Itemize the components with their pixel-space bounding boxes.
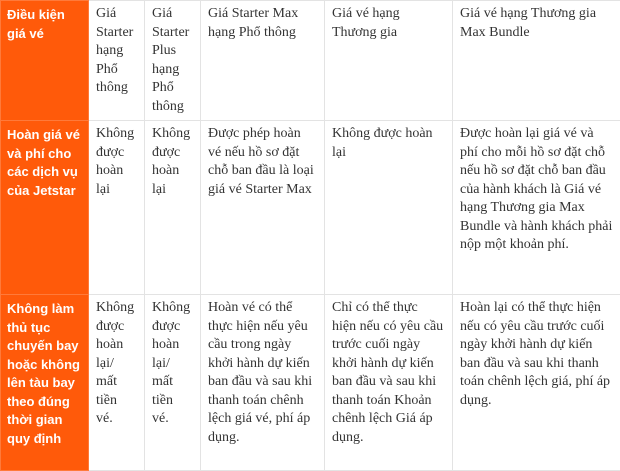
table-cell: Không được hoàn lại [89,121,145,295]
fare-condition-header: Điều kiện giá vé [1,1,89,121]
table-cell: Được phép hoàn vé nếu hồ sơ đặt chỗ ban đầu là loại giá vé Starter Max [201,121,325,295]
row-label-no-show: Không làm thủ tục chuyến bay hoặc không lên tàu bay theo đúng thời gian quy định [1,295,89,471]
table-cell: Không được hoàn lại/ mất tiền vé. [145,295,201,471]
column-header-starter-plus: Giá Starter Plus hạng Phổ thông [145,1,201,121]
table-header-row [1,1,620,121]
table-cell: Chỉ có thể thực hiện nếu có yêu cầu trước cuối ngày khởi hành dự kiến ban đầu và sau khi thanh toán Khoản chênh lệch Giá áp dụng. [325,295,453,471]
row-label-refund: Hoàn giá vé và phí cho các dịch vụ của Jetstar [1,121,89,295]
table-cell: Được hoàn lại giá vé và phí cho mỗi hồ sơ đặt chỗ nếu hồ sơ đặt chỗ ban đầu của hành khách là Giá vé hạng Thương gia Max Bundle và hành khách phải nộp một khoản phí. [453,121,620,295]
column-header-starter: Giá Starter hạng Phổ thông [89,1,145,121]
table-row [1,295,620,471]
column-header-business-max: Giá vé hạng Thương gia Max Bundle [453,1,620,121]
table-cell: Không được hoàn lại [325,121,453,295]
table-cell: Không được hoàn lại/ mất tiền vé. [89,295,145,471]
column-header-starter-max: Giá Starter Max hạng Phổ thông [201,1,325,121]
column-header-business: Giá vé hạng Thương gia [325,1,453,121]
table-row [1,121,620,295]
table-cell: Không được hoàn lại [145,121,201,295]
table-cell: Hoàn lại có thể thực hiện nếu có yêu cầu trước cuối ngày khởi hành dự kiến ban đầu và sau khi thanh toán chênh lệch giá, phí áp dụng. [453,295,620,471]
table-cell: Hoàn vé có thể thực hiện nếu yêu cầu trong ngày khởi hành dự kiến ban đầu và sau khi thanh toán chênh lệch giá vé, phí áp dụng. [201,295,325,471]
